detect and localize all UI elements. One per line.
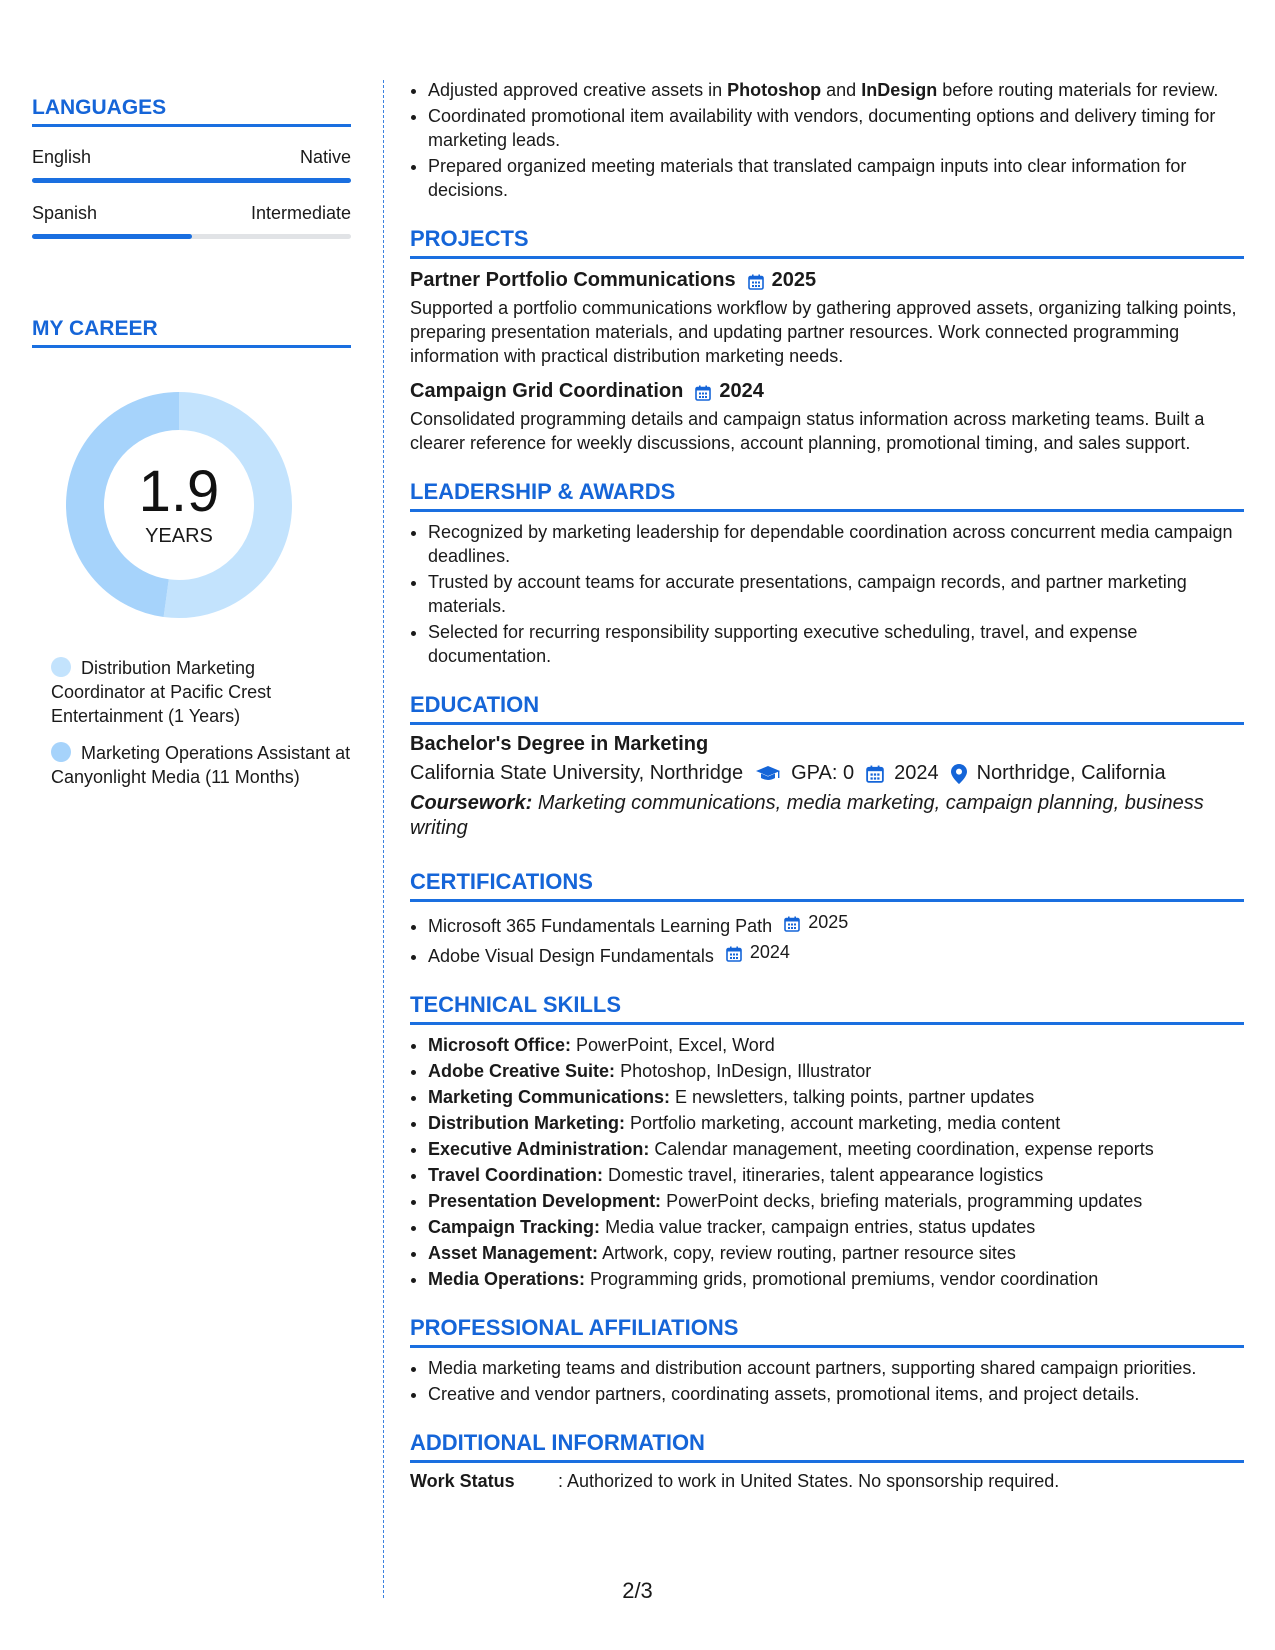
affiliation-item: • Media marketing teams and distribution account partners, supporting shared campaign priorities. bbox=[428, 1356, 1244, 1380]
leadership-item: • Trusted by account teams for accurate presentations, campaign records, and partner marketing materials. bbox=[428, 570, 1244, 618]
skill-value: Calendar management, meeting coordination, expense reports bbox=[654, 1139, 1154, 1159]
skill-item bbox=[428, 1241, 1244, 1265]
education-heading: EDUCATION bbox=[410, 688, 1244, 725]
skill-value: Domestic travel, itineraries, talent appearance logistics bbox=[608, 1165, 1044, 1185]
certifications-heading: CERTIFICATIONS bbox=[410, 865, 1244, 902]
column-divider bbox=[383, 80, 384, 1598]
skill-item bbox=[428, 1111, 1244, 1135]
career-total-unit: YEARS bbox=[145, 524, 213, 547]
location-pin-icon bbox=[951, 764, 967, 784]
education-details bbox=[410, 762, 1244, 785]
additional-heading: ADDITIONAL INFORMATION bbox=[410, 1426, 1244, 1463]
affiliations-heading: PROFESSIONAL AFFILIATIONS bbox=[410, 1311, 1244, 1348]
education-coursework bbox=[410, 791, 1244, 841]
project-date bbox=[695, 380, 764, 403]
language-proficiency-bar bbox=[32, 234, 351, 239]
career-total-years: 1.9 bbox=[138, 458, 220, 524]
skill-label: Executive Administration: bbox=[428, 1139, 650, 1159]
education-school: California State University, Northridge bbox=[410, 762, 744, 784]
language-level: Native bbox=[299, 147, 351, 167]
language-level: Intermediate bbox=[250, 203, 351, 223]
graduation-cap-icon bbox=[755, 765, 781, 783]
education-degree: Bachelor's Degree in Marketing bbox=[410, 733, 709, 755]
projects-heading: PROJECTS bbox=[410, 222, 1244, 259]
project-item bbox=[410, 269, 1244, 368]
language-name: English bbox=[32, 147, 92, 167]
education-gpa: GPA: 0 bbox=[791, 762, 855, 784]
project-item bbox=[410, 380, 1244, 455]
certification-name: Adobe Visual Design Fundamentals bbox=[428, 946, 714, 966]
calendar-icon bbox=[695, 384, 711, 400]
project-title: Partner Portfolio Communications bbox=[410, 269, 736, 291]
legend-dot-icon bbox=[51, 657, 71, 677]
skill-value: Portfolio marketing, account marketing, media content bbox=[630, 1113, 1061, 1133]
coursework-label: Coursework: bbox=[410, 792, 533, 814]
calendar-icon bbox=[784, 914, 800, 930]
coursework-text: Marketing communications, media marketing, campaign planning, business writing bbox=[410, 792, 1204, 839]
skill-label: Presentation Development: bbox=[428, 1191, 662, 1211]
skill-item bbox=[428, 1163, 1244, 1187]
skill-value: Media value tracker, campaign entries, status updates bbox=[605, 1217, 1036, 1237]
certifications-list bbox=[410, 910, 1244, 968]
project-description: Consolidated programming details and campaign status information across marketing teams. Built a clearer reference for weekly discussions, account planning, promotional timing, and sales support. bbox=[410, 409, 1205, 453]
languages-heading: LANGUAGES bbox=[32, 80, 351, 127]
career-legend bbox=[51, 656, 351, 789]
skill-item bbox=[428, 1059, 1244, 1083]
main-content bbox=[410, 78, 1244, 1492]
skill-item bbox=[428, 1267, 1244, 1291]
career-heading: MY CAREER bbox=[32, 301, 351, 348]
skill-value: Photoshop, InDesign, Illustrator bbox=[620, 1061, 872, 1081]
skill-value: Programming grids, promotional premiums, vendor coordination bbox=[590, 1269, 1099, 1289]
certification-name: Microsoft 365 Fundamentals Learning Path bbox=[428, 916, 773, 936]
skill-value: PowerPoint, Excel, Word bbox=[576, 1035, 775, 1055]
career-legend-item bbox=[51, 741, 351, 789]
bullet-text: and bbox=[821, 80, 862, 100]
skill-item bbox=[428, 1137, 1244, 1161]
skill-item bbox=[428, 1215, 1244, 1239]
additional-row bbox=[410, 1471, 1244, 1492]
career-legend-text: Marketing Operations Assistant at Canyonlight Media (11 Months) bbox=[51, 743, 351, 787]
calendar-icon bbox=[748, 273, 764, 289]
career-donut-chart bbox=[64, 390, 294, 620]
skill-label: Marketing Communications: bbox=[428, 1087, 671, 1107]
legend-dot-icon bbox=[51, 742, 71, 762]
skill-label: Media Operations: bbox=[428, 1269, 586, 1289]
project-year: 2024 bbox=[719, 380, 764, 402]
language-name: Spanish bbox=[32, 203, 98, 223]
skill-value: E newsletters, talking points, partner updates bbox=[675, 1087, 1035, 1107]
affiliation-item: • Creative and vendor partners, coordinating assets, promotional items, and project details. bbox=[428, 1382, 1244, 1406]
experience-bullet bbox=[428, 78, 1244, 102]
education-location: Northridge, California bbox=[976, 762, 1166, 784]
career-legend-item bbox=[51, 656, 351, 728]
skill-label: Microsoft Office: bbox=[428, 1035, 572, 1055]
sidebar bbox=[32, 80, 351, 802]
project-description: Supported a portfolio communications workflow by gathering approved assets, organizing talking points, preparing presentation materials, and updating partner resources. Work connected programming information with practical distribution marketing needs. bbox=[410, 298, 1237, 366]
calendar-icon bbox=[726, 944, 742, 960]
bullet-bold: Photoshop bbox=[727, 80, 822, 100]
language-item bbox=[32, 147, 351, 183]
certification-item bbox=[428, 910, 1244, 938]
leadership-heading: LEADERSHIP & AWARDS bbox=[410, 475, 1244, 512]
leadership-item: • Selected for recurring responsibility supporting executive scheduling, travel, and expense documentation. bbox=[428, 620, 1244, 668]
career-legend-text: Distribution Marketing Coordinator at Pacific Crest Entertainment (1 Years) bbox=[51, 658, 272, 726]
work-status-label: Work Status bbox=[410, 1471, 515, 1491]
skills-heading: TECHNICAL SKILLS bbox=[410, 988, 1244, 1025]
affiliations-list bbox=[410, 1356, 1244, 1406]
skill-value: PowerPoint decks, briefing materials, programming updates bbox=[666, 1191, 1143, 1211]
skill-item bbox=[428, 1189, 1244, 1213]
certification-year: 2025 bbox=[808, 912, 849, 932]
certification-item bbox=[428, 940, 1244, 968]
education-year: 2024 bbox=[894, 762, 939, 784]
bullet-text: Adjusted approved creative assets in bbox=[428, 80, 728, 100]
language-proficiency-bar bbox=[32, 178, 351, 183]
bullet-bold: InDesign bbox=[861, 80, 938, 100]
experience-bullets bbox=[410, 78, 1244, 202]
calendar-icon bbox=[866, 765, 884, 783]
language-item bbox=[32, 203, 351, 239]
work-status-value: : Authorized to work in United States. No sponsorship required. bbox=[558, 1471, 1060, 1491]
leadership-item: • Recognized by marketing leadership for dependable coordination across concurrent media campaign deadlines. bbox=[428, 520, 1244, 568]
language-proficiency-fill bbox=[32, 234, 192, 239]
experience-bullet: • Coordinated promotional item availability with vendors, documenting options and delivery timing for marketing leads. bbox=[428, 104, 1244, 152]
experience-bullet: • Prepared organized meeting materials that translated campaign inputs into clear information for decisions. bbox=[428, 154, 1244, 202]
skill-value: Artwork, copy, review routing, partner resource sites bbox=[602, 1243, 1016, 1263]
certification-year: 2024 bbox=[749, 942, 790, 962]
skill-item bbox=[428, 1033, 1244, 1057]
skill-item bbox=[428, 1085, 1244, 1109]
leadership-list bbox=[410, 520, 1244, 668]
language-proficiency-fill bbox=[32, 178, 351, 183]
skill-label: Campaign Tracking: bbox=[428, 1217, 601, 1237]
project-title: Campaign Grid Coordination bbox=[410, 380, 684, 402]
bullet-text: before routing materials for review. bbox=[937, 80, 1219, 100]
skill-label: Travel Coordination: bbox=[428, 1165, 604, 1185]
skills-list bbox=[410, 1033, 1244, 1291]
skill-label: Asset Management: bbox=[428, 1243, 599, 1263]
project-date bbox=[748, 269, 817, 292]
project-year: 2025 bbox=[771, 269, 817, 291]
skill-label: Distribution Marketing: bbox=[428, 1113, 625, 1133]
page-number: 2/3 bbox=[622, 1578, 653, 1603]
skill-label: Adobe Creative Suite: bbox=[428, 1061, 616, 1081]
